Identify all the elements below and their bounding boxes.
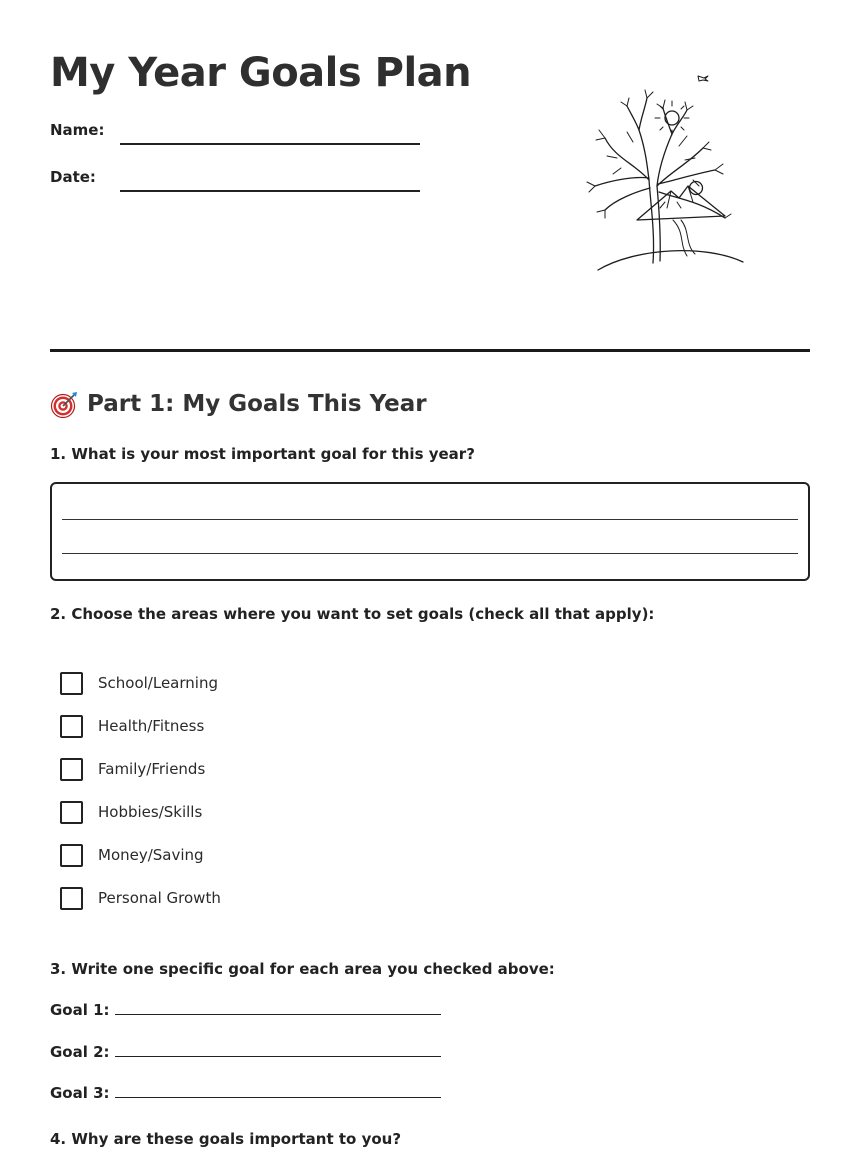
question-3: 3. Write one specific goal for each area you checked above: — [50, 960, 555, 978]
question-2: 2. Choose the areas where you want to set goals (check all that apply): — [50, 605, 655, 623]
checkbox[interactable] — [60, 887, 83, 910]
question-4: 4. Why are these goals important to you? — [50, 1130, 402, 1148]
question-1: 1. What is your most important goal for this year? — [50, 445, 475, 463]
checkbox-money-saving[interactable] — [60, 843, 204, 867]
name-field[interactable] — [120, 118, 420, 144]
checkbox-label: Money/Saving — [98, 846, 204, 864]
name-underline — [120, 143, 420, 145]
checkbox[interactable] — [60, 758, 83, 781]
goal-label: Goal 3: — [50, 1084, 110, 1102]
checkbox-label: School/Learning — [98, 674, 218, 692]
checkbox-label: Hobbies/Skills — [98, 803, 203, 821]
name-label: Name: — [50, 121, 105, 139]
checkbox-label: Health/Fitness — [98, 717, 205, 735]
section-divider — [50, 349, 810, 352]
goal-blank-line[interactable] — [115, 1043, 441, 1057]
checkbox-family-friends[interactable] — [60, 757, 205, 781]
goal-blank-line[interactable] — [115, 1084, 441, 1098]
q1-answer-box[interactable] — [50, 482, 810, 581]
goal-row-3[interactable] — [50, 1084, 441, 1102]
section-title: Part 1: My Goals This Year — [87, 391, 427, 417]
goal-label: Goal 2: — [50, 1043, 110, 1061]
answer-line — [62, 553, 798, 554]
tree-landscape-illustration — [575, 68, 755, 278]
date-field[interactable] — [120, 165, 420, 191]
goal-label: Goal 1: — [50, 1001, 110, 1019]
date-underline — [120, 190, 420, 192]
checkbox[interactable] — [60, 801, 83, 824]
goal-row-2[interactable] — [50, 1043, 441, 1061]
goal-row-1[interactable] — [50, 1001, 441, 1019]
part1-heading — [50, 388, 427, 420]
answer-line — [62, 519, 798, 520]
checkbox-label: Personal Growth — [98, 889, 221, 907]
goal-blank-line[interactable] — [115, 1001, 441, 1015]
checkbox-label: Family/Friends — [98, 760, 206, 778]
checkbox-health-fitness[interactable] — [60, 714, 204, 738]
checkbox[interactable] — [60, 672, 83, 695]
checkbox-hobbies-skills[interactable] — [60, 800, 202, 824]
checkbox[interactable] — [60, 715, 83, 738]
page-title: My Year Goals Plan — [50, 50, 472, 96]
checkbox-personal-growth[interactable] — [60, 886, 221, 910]
target-icon — [50, 390, 79, 418]
date-label: Date: — [50, 168, 96, 186]
checkbox-school-learning[interactable] — [60, 671, 218, 695]
checkbox[interactable] — [60, 844, 83, 867]
